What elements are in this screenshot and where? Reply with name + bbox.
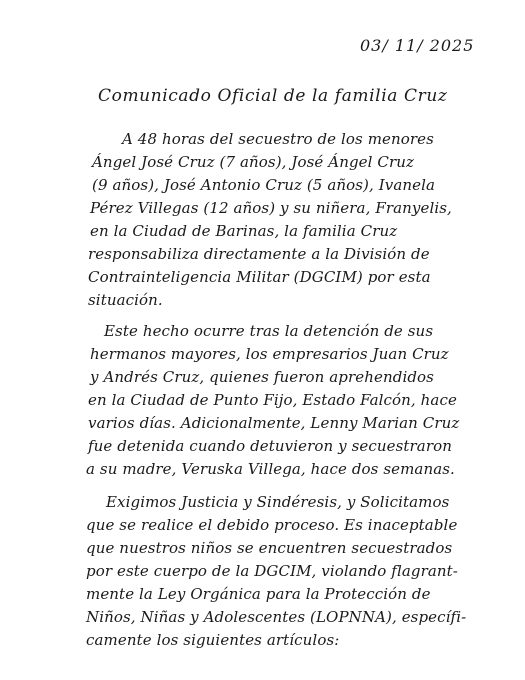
paragraph-line: por este cuerpo de la DGCIM, violando flagrant- [86, 562, 458, 580]
paragraph-line: situación. [88, 291, 163, 309]
paragraph-line: fue detenida cuando detuvieron y secuestraron [88, 437, 452, 455]
paragraph-line: mente la Ley Orgánica para la Protección de [86, 585, 431, 603]
paragraph-line: a su madre, Veruska Villega, hace dos semanas. [86, 460, 455, 478]
paragraph-line: en la Ciudad de Barinas, la familia Cruz [90, 222, 398, 240]
paragraph-line: que nuestros niños se encuentren secuestrados [86, 539, 453, 557]
paragraph-line: responsabiliza directamente a la División de [88, 245, 430, 263]
paragraph-line: Contrainteligencia Militar (DGCIM) por esta [88, 268, 431, 286]
paragraph-line: Ángel José Cruz (7 años), José Ángel Cruz [92, 153, 415, 171]
paragraph-line: (9 años), José Antonio Cruz (5 años), Ivanela [92, 176, 436, 194]
paragraph-line: hermanos mayores, los empresarios Juan Cruz [90, 345, 449, 363]
paragraph-line: Niños, Niñas y Adolescentes (LOPNNA), específi- [86, 608, 467, 626]
paragraph-line: Este hecho ocurre tras la detención de sus [104, 322, 434, 340]
paragraph-line: camente los siguientes artículos: [86, 631, 340, 649]
letter-title: Comunicado Oficial de la familia Cruz [98, 86, 448, 106]
paragraph-line: Pérez Villegas (12 años) y su niñera, Franyelis, [90, 199, 452, 217]
paragraph-line: y Andrés Cruz, quienes fueron aprehendidos [90, 368, 434, 386]
paragraph-line: varios días. Adicionalmente, Lenny Marian Cruz [88, 414, 460, 432]
paragraph-line: A 48 horas del secuestro de los menores [122, 130, 434, 148]
paragraph-line: Exigimos Justicia y Sindéresis, y Solicitamos [106, 493, 450, 511]
paragraph-line: que se realice el debido proceso. Es inaceptable [86, 516, 458, 534]
paragraph-line: en la Ciudad de Punto Fijo, Estado Falcón, hace [88, 391, 457, 409]
letter-date: 03/ 11/ 2025 [360, 36, 475, 55]
